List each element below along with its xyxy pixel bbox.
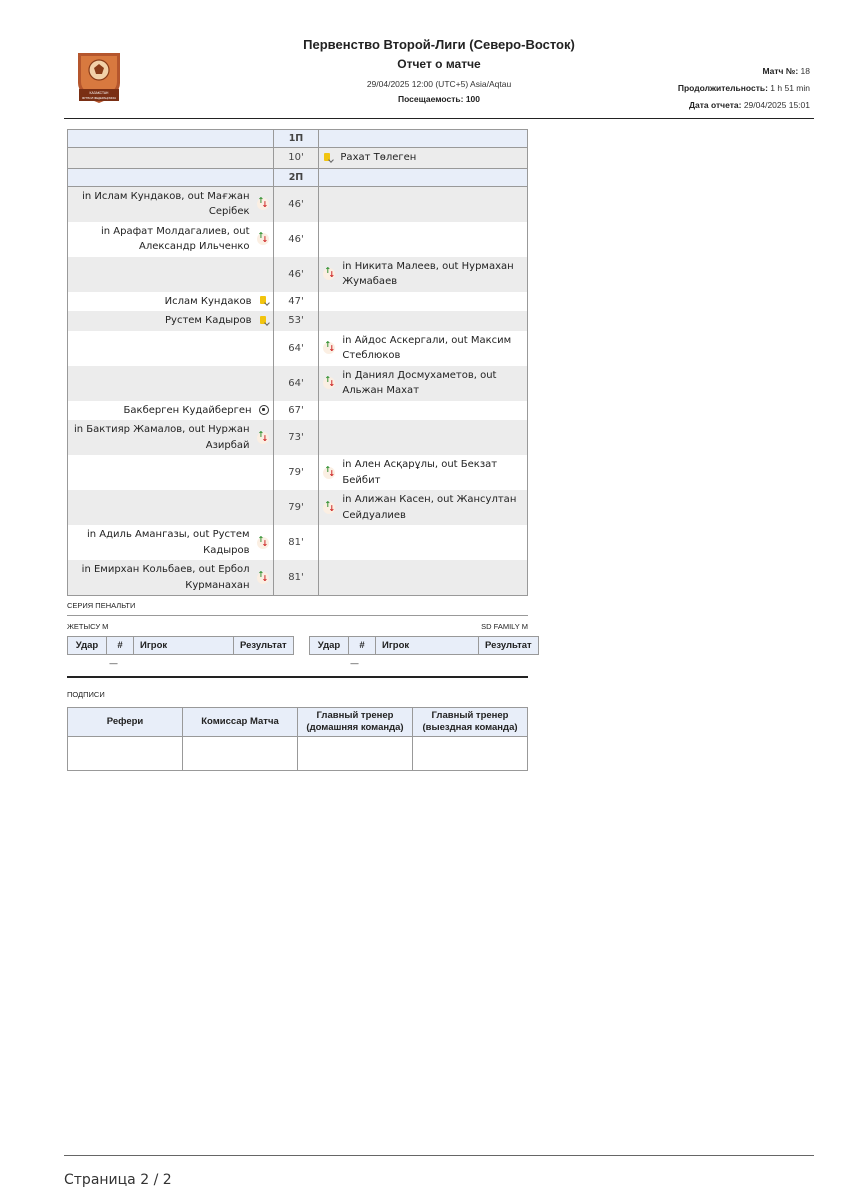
report-header: [230, 36, 648, 104]
event-away-cell: [319, 366, 528, 401]
col-result: Результат: [234, 637, 294, 655]
event-minute: 47': [273, 292, 319, 312]
event-player-text: in Арафат Молдагалиев, out Александр Ильченко: [101, 225, 250, 252]
event-home-cell: [68, 331, 274, 366]
penalty-away-table: [309, 636, 539, 655]
sig-referee-cell: [68, 737, 183, 771]
match-meta: [678, 63, 810, 114]
col-number: #: [107, 637, 134, 655]
event-away-cell: [319, 292, 528, 312]
sig-home-coach-cell: [298, 737, 413, 771]
half-label: 2П: [273, 168, 319, 186]
event-home-cell: [68, 366, 274, 401]
goal-ball-icon: [259, 405, 269, 415]
penalty-home-team: ЖЕТЫСУ М: [67, 622, 109, 631]
event-minute: 53': [273, 311, 319, 331]
competition-title: Первенство Второй-Лиги (Северо-Восток): [303, 37, 575, 52]
col-result: Результат: [479, 637, 539, 655]
match-duration: Продолжительность: 1 h 51 min: [677, 83, 810, 93]
penalty-home-empty: —: [109, 659, 118, 669]
event-home-cell: [68, 148, 274, 169]
penalty-away-header: [310, 637, 539, 655]
event-player-text: in Ален Асқарұлы, out Бекзат Бейбит: [342, 459, 498, 486]
event-home-cell: [68, 222, 274, 257]
event-row: [68, 186, 528, 222]
event-away-cell: [319, 560, 528, 596]
penalty-home-header: [68, 637, 294, 655]
event-away-cell: [319, 420, 528, 455]
event-row: [68, 366, 528, 401]
report-date: Дата отчета: 29/04/2025 15:01: [688, 100, 810, 110]
event-row: [68, 560, 528, 596]
event-minute: 79': [273, 455, 319, 490]
event-player-text: in Никита Малеев, out Нурмахан Жумабаев: [342, 260, 514, 287]
yellow-card-icon: [259, 295, 269, 307]
event-player-text: in Айдос Аскергали, out Максим Стеблюков: [342, 334, 512, 361]
substitution-icon: [323, 342, 335, 354]
event-minute: 10': [273, 148, 319, 169]
event-row: [68, 455, 528, 490]
event-player-text: in Ислам Кундаков, out Мағжан Серiбек: [82, 190, 250, 217]
event-home-cell: [68, 292, 274, 312]
event-row: [68, 292, 528, 312]
event-player-text: Рустем Кадыров: [165, 315, 252, 326]
event-home-cell: [68, 311, 274, 331]
event-minute: 79': [273, 490, 319, 525]
substitution-icon: [257, 572, 269, 584]
event-player-text: in Емирхан Кольбаев, out Ербол Курманахан: [81, 564, 250, 591]
sig-commissioner-cell: [183, 737, 298, 771]
event-row: [68, 525, 528, 560]
penalty-section-title: СЕРИЯ ПЕНАЛЬТИ: [67, 601, 136, 610]
event-minute: 73': [273, 420, 319, 455]
event-away-cell: [319, 401, 528, 421]
header-divider: [64, 118, 814, 119]
event-row: [68, 401, 528, 421]
event-away-cell: [319, 455, 528, 490]
event-home-cell: [68, 401, 274, 421]
event-minute: 81': [273, 560, 319, 596]
substitution-icon: [257, 233, 269, 245]
yellow-card-icon: [259, 315, 269, 327]
col-shot: Удар: [68, 637, 107, 655]
event-player-text: in Адиль Амангазы, out Рустем Кадыров: [87, 529, 250, 556]
half-header-row: [68, 130, 528, 148]
event-away-cell: [319, 186, 528, 222]
federation-logo: [74, 49, 124, 106]
penalty-divider: [67, 615, 528, 616]
signatures-row: [68, 737, 528, 771]
penalty-away-empty: —: [350, 659, 359, 669]
substitution-icon: [323, 377, 335, 389]
event-away-cell: [319, 222, 528, 257]
half-label: 1П: [273, 130, 319, 148]
footer-divider: [64, 1155, 814, 1156]
event-minute: 67': [273, 401, 319, 421]
signatures-header: [68, 708, 528, 737]
event-away-cell: [319, 311, 528, 331]
penalty-away-team: SD FAMILY M: [481, 622, 528, 631]
half-header-home: [68, 130, 274, 148]
sig-away-coach-cell: [413, 737, 528, 771]
match-datetime: 29/04/2025 12:00 (UTC+5) Asia/Aqtau: [366, 79, 512, 89]
event-row: [68, 311, 528, 331]
event-away-cell: [319, 525, 528, 560]
event-home-cell: [68, 490, 274, 525]
event-player-text: Рахат Төлеген: [340, 152, 417, 163]
page-number: Страница 2 / 2: [64, 1172, 172, 1188]
yellow-card-icon: [323, 152, 333, 164]
event-minute: 46': [273, 257, 319, 292]
event-player-text: in Бактияр Жамалов, out Нуржан Азирбай: [74, 424, 250, 451]
match-number: Матч №: 18: [762, 66, 810, 76]
sig-referee-header: Рефери: [68, 708, 183, 737]
substitution-icon: [257, 432, 269, 444]
half-header-away: [319, 168, 528, 186]
event-home-cell: [68, 455, 274, 490]
half-header-away: [319, 130, 528, 148]
event-home-cell: [68, 560, 274, 596]
event-minute: 64': [273, 366, 319, 401]
attendance-label: Посещаемость:: [397, 94, 464, 104]
sig-commissioner-header: Комиссар Матча: [183, 708, 298, 737]
half-header-row: [68, 168, 528, 186]
substitution-icon: [257, 198, 269, 210]
sig-home-coach-header: Главный тренер (домашняя команда): [298, 708, 413, 737]
event-row: [68, 420, 528, 455]
col-player: Игрок: [376, 637, 479, 655]
col-number: #: [349, 637, 376, 655]
event-minute: 64': [273, 331, 319, 366]
event-minute: 46': [273, 186, 319, 222]
attendance-value: 100: [465, 94, 481, 104]
substitution-icon: [323, 268, 335, 280]
event-player-text: Бакберген Кудайберген: [123, 404, 252, 416]
col-shot: Удар: [310, 637, 349, 655]
col-player: Игрок: [134, 637, 234, 655]
event-away-cell: [319, 490, 528, 525]
substitution-icon: [257, 537, 269, 549]
event-player-text: in Даниял Досмухаметов, out Альжан Махат: [342, 369, 497, 396]
event-home-cell: [68, 525, 274, 560]
sig-away-coach-header: Главный тренер (выездная команда): [413, 708, 528, 737]
signatures-table: [67, 707, 528, 771]
event-home-cell: [68, 257, 274, 292]
event-home-cell: [68, 420, 274, 455]
event-away-cell: [319, 331, 528, 366]
svg-text:ФУТБОЛ ФЕДЕРАЦИЯСЫ: ФУТБОЛ ФЕДЕРАЦИЯСЫ: [82, 96, 116, 100]
event-row: [68, 331, 528, 366]
half-header-home: [68, 168, 274, 186]
event-row: [68, 222, 528, 257]
event-row: [68, 148, 528, 169]
svg-text:КАЗАКСТАН: КАЗАКСТАН: [89, 91, 109, 95]
substitution-icon: [323, 467, 335, 479]
substitution-icon: [323, 502, 335, 514]
penalty-home-table: [67, 636, 294, 655]
event-minute: 81': [273, 525, 319, 560]
report-subtitle: Отчет о матче: [397, 57, 481, 71]
penalty-bottom-rule: [67, 676, 528, 678]
event-row: [68, 257, 528, 292]
attendance: [230, 94, 648, 104]
event-minute: 46': [273, 222, 319, 257]
event-player-text: Ислам Кундаков: [164, 295, 252, 307]
event-player-text: in Алижан Касен, out Жансултан Сейдуалиев: [342, 494, 517, 521]
event-row: [68, 490, 528, 525]
event-away-cell: [319, 257, 528, 292]
event-away-cell: [319, 148, 528, 169]
signatures-title: ПОДПИСИ: [67, 690, 105, 699]
event-home-cell: [68, 186, 274, 222]
match-events-table: [67, 129, 528, 596]
